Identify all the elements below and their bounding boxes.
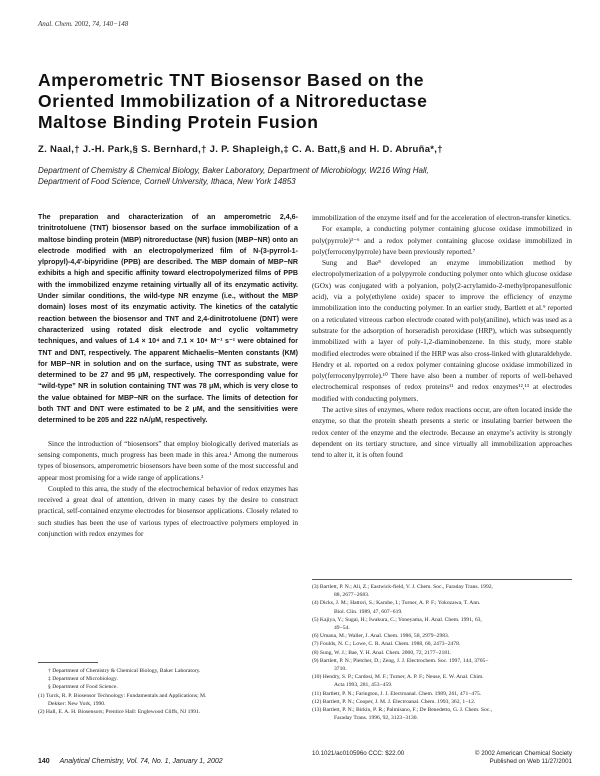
journal-pages: 140−148 [102, 20, 129, 28]
left-column [38, 212, 298, 539]
abstract: The preparation and characterization of an amperometric 2,4,6-trinitrotoluene (TNT) biosensor based on the surface immobilization of a maltose binding protein (MBP) nitroreductase (NR) fusion (MBP−NR) onto an electrode modified with an electropolymerized film of N-(3-pyrrol-1-ylpropyl)-4,4′-bipyridine (PPB) are described. The MBP domain of MBP−NR exhibits a high and specific affinity toward electropolymerized films of PPB with the immobilized enzyme retaining virtually all of its enzymatic activity. Under similar conditions, the wild-type NR enzyme (i.e., without the MBP domain) loses most of its enzymatic activity. The kinetics of the catalytic reaction between the biosensor and TNT and 2,4-dinitrotoluene (DNT) were characterized using rotated disk electrode and cyclic voltammetry techniques, and values of 1.4 × 10⁴ and 7.1 × 10⁴ M⁻¹ s⁻¹ were obtained for TNT and DNT, respectively. The apparent Michaelis−Menten constants (KM) for MBP−NR in solution and on the surface, using TNT as substrate, were determined to be 27 and 95 μM, respectively. The corresponding value for “wild-type” NR in solution containing TNT was 78 μM, which is very close to the value obtained for MBP−NR on the surface. The limits of detection for both TNT and DNT were estimated to be 2 μM, and the sensitivities were determined to be 205 and 222 nA/μM, respectively. [38, 213, 298, 425]
reference: Acta 1993, 281, 453−459. [334, 682, 393, 689]
footnote: Dekker: New York, 1990. [48, 700, 106, 707]
affiliation-line: Department of Chemistry & Chemical Biology, Baker Laboratory, Department of Microbiology, W216 Wing Hall, [38, 166, 429, 175]
references [312, 583, 572, 722]
reference: (8) Sung, W. J.; Bae, Y. H. Anal. Chem. 2000, 72, 2177−2181. [312, 649, 452, 656]
publication-date: Published on Web 11/27/2001 [489, 758, 572, 765]
footnote: † Department of Chemistry & Chemical Biology, Baker Laboratory. [48, 668, 201, 674]
author-list: Z. Naal,† J.-H. Park,§ S. Bernhard,† J. P. Shapleigh,‡ C. A. Batt,§ and H. D. Abruña*,† [38, 144, 443, 155]
journal-year: 2002, [74, 20, 91, 28]
body-paragraph: Coupled to this area, the study of the electrochemical behavior of redox enzymes has received a great deal of attention, driven in many cases by the desire to construct practical, self-contained enzyme electrodes for biosensor applications. Closely related to such studies has been the use of various types of electroactive polymers employed in conjunction with redox enzymes for [38, 483, 298, 539]
body-paragraph: Sung and Bae⁸ developed an enzyme immobilization method by electropolymerization of a polypyrrole conducting polymer onto which glucose oxidase (GOx) was conjugated with a polyanion, poly(2-acrylamido-2-methylpropanesulfonic acid), via a poly(ethylene oxide) spacer to improve the efficiency of enzyme immobilization into the conducting polymer. In an earlier study, Bartlett et al.⁹ reported on a reticulated vitreous carbon electrode coated with poly(aniline), which was used as a substrate for the adsorption of horseradish peroxidase (HRP), which was subsequently immobilized with a layer of poly-1,2-diaminobenzene. In this study, more stable modified electrodes were obtained if the HRP was also cross-linked with glutaraldehyde. Hendry et al. reported on a redox polymer containing glucose oxidase immobilized in poly(ferrocenylpyrrole).¹⁰ There have also been a number of reports of well-behaved electrochemical responses of redox proteins¹¹ and redox enzymes¹²,¹³ at electrodes modified with conducting polymers. [312, 258, 572, 403]
body-paragraph: immobilization of the enzyme itself and for the acceleration of electron-transfer kinetics. [312, 213, 571, 222]
body-paragraph: For example, a conducting polymer containing glucose oxidase immobilized in poly(pyrrole)³⁻⁶ and a redox polymer containing glucose oxidase immobilized in poly(ferrocenylpyrrole) have been previously reported.⁷ [312, 224, 572, 256]
page-footer-left [38, 758, 223, 765]
journal-citation [38, 20, 128, 28]
reference: (11) Bartlett, P. N.; Farington, J. J. Electroanal. Chem. 1989, 261, 471−475. [312, 690, 482, 697]
affiliations [38, 165, 568, 187]
footnote: § Department of Food Science. [48, 684, 118, 691]
right-column [312, 212, 572, 461]
footnote: ‡ Department of Microbiology. [48, 676, 118, 683]
journal-issue: Analytical Chemistry, Vol. 74, No. 1, January 1, 2002 [59, 758, 223, 765]
footnotes [38, 667, 298, 716]
copyright: © 2002 American Chemical Society [474, 750, 572, 757]
title-line: Amperometric TNT Biosensor Based on the [38, 70, 425, 90]
reference: (5) Kajiya, Y.; Sugai, H.; Iwakura, C.; Yoneyama, H. Anal. Chem. 1991, 63, [312, 616, 482, 623]
page-footer-right [312, 750, 572, 766]
doi-price: 10.1021/ac010596o CCC: $22.00 [312, 750, 405, 757]
reference: (9) Bartlett, P. N.; Pletcher, D.; Zeng, J. J. Electrochem. Soc. 1997, 144, 3705− [312, 657, 489, 664]
reference: 49−54. [334, 625, 350, 632]
reference: (4) Dicks, J. M.; Hattori, S.; Karube, I.; Turner, A. P. F.; Yokozawa, T. Ann. [312, 600, 481, 607]
article-title [38, 70, 558, 133]
journal-name: Anal. Chem. [38, 20, 73, 28]
affiliation-line: Department of Food Science, Cornell University, Ithaca, New York 14853 [38, 177, 296, 186]
reference: Faraday Trans. 1996, 92, 3123−3130. [334, 715, 418, 722]
body-paragraph: The active sites of enzymes, where redox reactions occur, are often located inside the enzyme, so that the protein sheath presents a steric or insulating barrier between the redox center of the enzyme and the electrode. Because an enzyme’s activity is strongly dependent on its tertiary structure, and since virtually all immobilization approaches tend to alter it, it is often found [312, 405, 572, 460]
reference: 88, 2677−2683. [334, 592, 370, 599]
reference: (7) Foulds, N. C.; Lowe, C. R. Anal. Chem. 1988, 60, 2473−2478. [312, 641, 461, 648]
reference: 3710. [334, 666, 347, 673]
references-divider [312, 579, 572, 580]
footnote: (1) Turck, R. P. Biosensor Technology: Fundamentals and Applications; M. [38, 692, 207, 699]
footnote: (2) Hall, E. A. H. Biosensors; Prentice Hall: Englewood Cliffs, NJ 1991. [38, 709, 201, 716]
reference: (3) Bartlett, P. N.; Ali, Z.; Eastwick-field, V. J. Chem. Soc., Faraday Trans. 1992, [312, 584, 493, 590]
reference: (12) Bartlett, P. N.; Cooper, J. M. J. Electroanal. Chem. 1993, 362, 1−12. [312, 698, 476, 705]
title-line: Maltose Binding Protein Fusion [38, 112, 319, 132]
reference: (6) Umana, M.; Waller, J. Anal. Chem. 1986, 58, 2979−2983. [312, 633, 450, 640]
reference: (10) Hendry, S. P.; Cardosi, M. F.; Turner, A. P. F.; Neuse, E. W. Anal. Chim. [312, 674, 484, 681]
reference: (13) Bartlett, P. N.; Birkin, P. R.; Palmisano, F.; De Benedetto, G. J. Chem. Soc., [312, 707, 493, 714]
footnote-divider [38, 662, 98, 663]
reference: Biol. Clin. 1989, 47, 607−619. [334, 608, 403, 615]
title-line: Oriented Immobilization of a Nitroreductase [38, 91, 428, 111]
journal-volume: 74, [92, 20, 101, 28]
body-paragraph: Since the introduction of “biosensors” that employ biologically derived materials as sensing components, much progress has been made in this area.¹ Among the numerous types of biosensors, amperometric biosensors have been some of the most successful and appear most promising for a wide range of applications.² [38, 438, 298, 482]
page-number: 140 [38, 758, 50, 765]
